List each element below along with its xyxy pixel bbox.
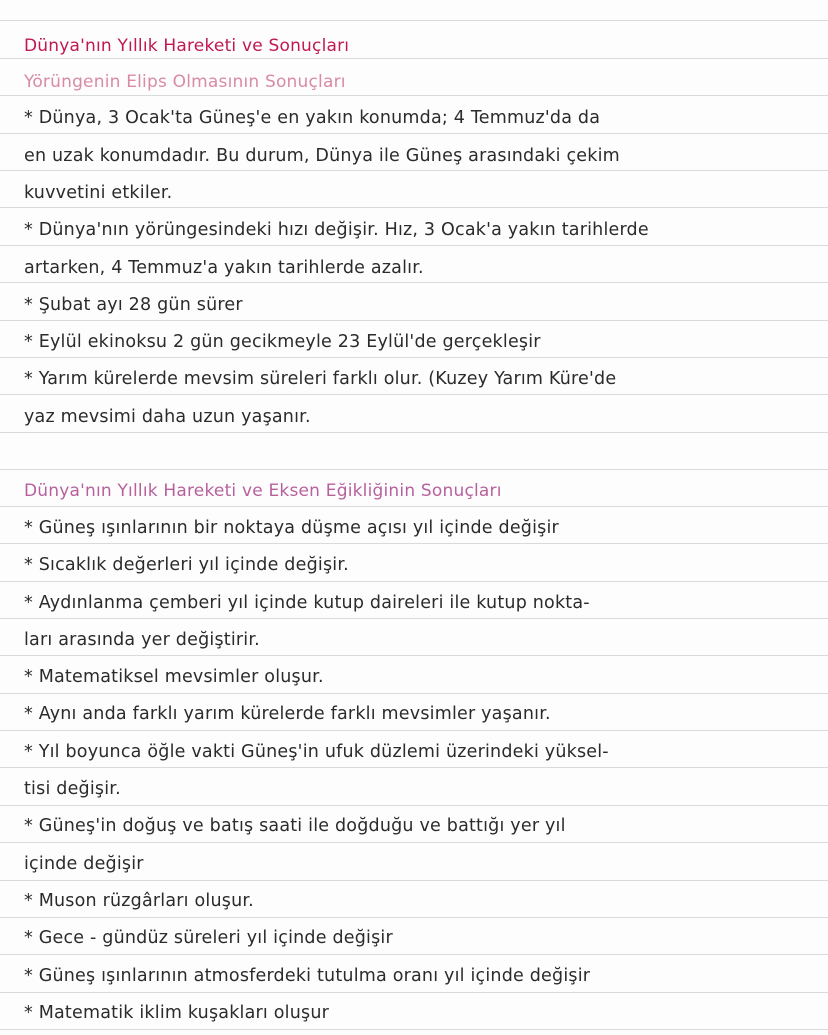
ruled-line (0, 207, 828, 208)
note-line: * Güneş'in doğuş ve batış saati ile doğduğu ve battığı yer yıl (24, 816, 566, 836)
note-line: tisi değişir. (24, 779, 121, 799)
ruled-line (0, 543, 828, 544)
note-line: * Yıl boyunca öğle vakti Güneş'in ufuk düzlemi üzerindeki yüksel- (24, 742, 609, 762)
ruled-line (0, 469, 828, 470)
ruled-line (0, 320, 828, 321)
note-line: * Yarım kürelerde mevsim süreleri farklı olur. (Kuzey Yarım Küre'de (24, 369, 617, 389)
note-line: * Muson rüzgârları oluşur. (24, 891, 254, 911)
note-line: kuvvetini etkiler. (24, 183, 173, 203)
ruled-line (0, 917, 828, 918)
note-line: * Güneş ışınlarının atmosferdeki tutulma oranı yıl içinde değişir (24, 966, 591, 986)
ruled-line (0, 506, 828, 507)
ruled-line (0, 581, 828, 582)
note-line: * Gece - gündüz süreleri yıl içinde değişir (24, 928, 393, 948)
note-line: içinde değişir (24, 854, 144, 874)
ruled-line (0, 730, 828, 731)
ruled-line (0, 655, 828, 656)
ruled-line (0, 282, 828, 283)
note-line: * Dünya'nın yörüngesindeki hızı değişir. Hız, 3 Ocak'a yakın tarihlerde (24, 220, 649, 240)
ruled-line (0, 842, 828, 843)
ruled-line (0, 767, 828, 768)
note-line: ları arasında yer değiştirir. (24, 630, 260, 650)
note-line: * Eylül ekinoksu 2 gün gecikmeyle 23 Eylül'de gerçekleşir (24, 332, 541, 352)
ruled-line (0, 693, 828, 694)
note-line: * Matematik iklim kuşakları oluşur (24, 1003, 330, 1023)
ruled-line (0, 954, 828, 955)
ruled-line (0, 133, 828, 134)
ruled-line (0, 58, 828, 59)
note-line: * Dünya, 3 Ocak'ta Güneş'e en yakın konumda; 4 Temmuz'da da (24, 108, 601, 128)
section-2-title: Dünya'nın Yıllık Hareketi ve Eksen Eğikliğinin Sonuçları (24, 481, 502, 501)
ruled-line (0, 992, 828, 993)
ruled-line (0, 95, 828, 96)
ruled-line (0, 245, 828, 246)
ruled-line (0, 20, 828, 21)
ruled-line (0, 357, 828, 358)
note-line: yaz mevsimi daha uzun yaşanır. (24, 407, 311, 427)
note-line: en uzak konumdadır. Bu durum, Dünya ile Güneş arasındaki çekim (24, 146, 620, 166)
note-line: * Aydınlanma çemberi yıl içinde kutup daireleri ile kutup nokta- (24, 593, 590, 613)
ruled-line (0, 1029, 828, 1030)
note-line: * Şubat ayı 28 gün sürer (24, 295, 243, 315)
section-1-title: Yörüngenin Elips Olmasının Sonuçları (24, 72, 346, 92)
ruled-line (0, 880, 828, 881)
page-title: Dünya'nın Yıllık Hareketi ve Sonuçları (24, 36, 350, 56)
ruled-line (0, 805, 828, 806)
ruled-line (0, 170, 828, 171)
note-line: artarken, 4 Temmuz'a yakın tarihlerde azalır. (24, 258, 424, 278)
note-line: * Güneş ışınlarının bir noktaya düşme açısı yıl içinde değişir (24, 518, 559, 538)
ruled-line (0, 618, 828, 619)
note-line: * Matematiksel mevsimler oluşur. (24, 667, 324, 687)
ruled-line (0, 394, 828, 395)
note-line: * Sıcaklık değerleri yıl içinde değişir. (24, 555, 349, 575)
ruled-line (0, 432, 828, 433)
note-line: * Aynı anda farklı yarım kürelerde farklı mevsimler yaşanır. (24, 704, 551, 724)
